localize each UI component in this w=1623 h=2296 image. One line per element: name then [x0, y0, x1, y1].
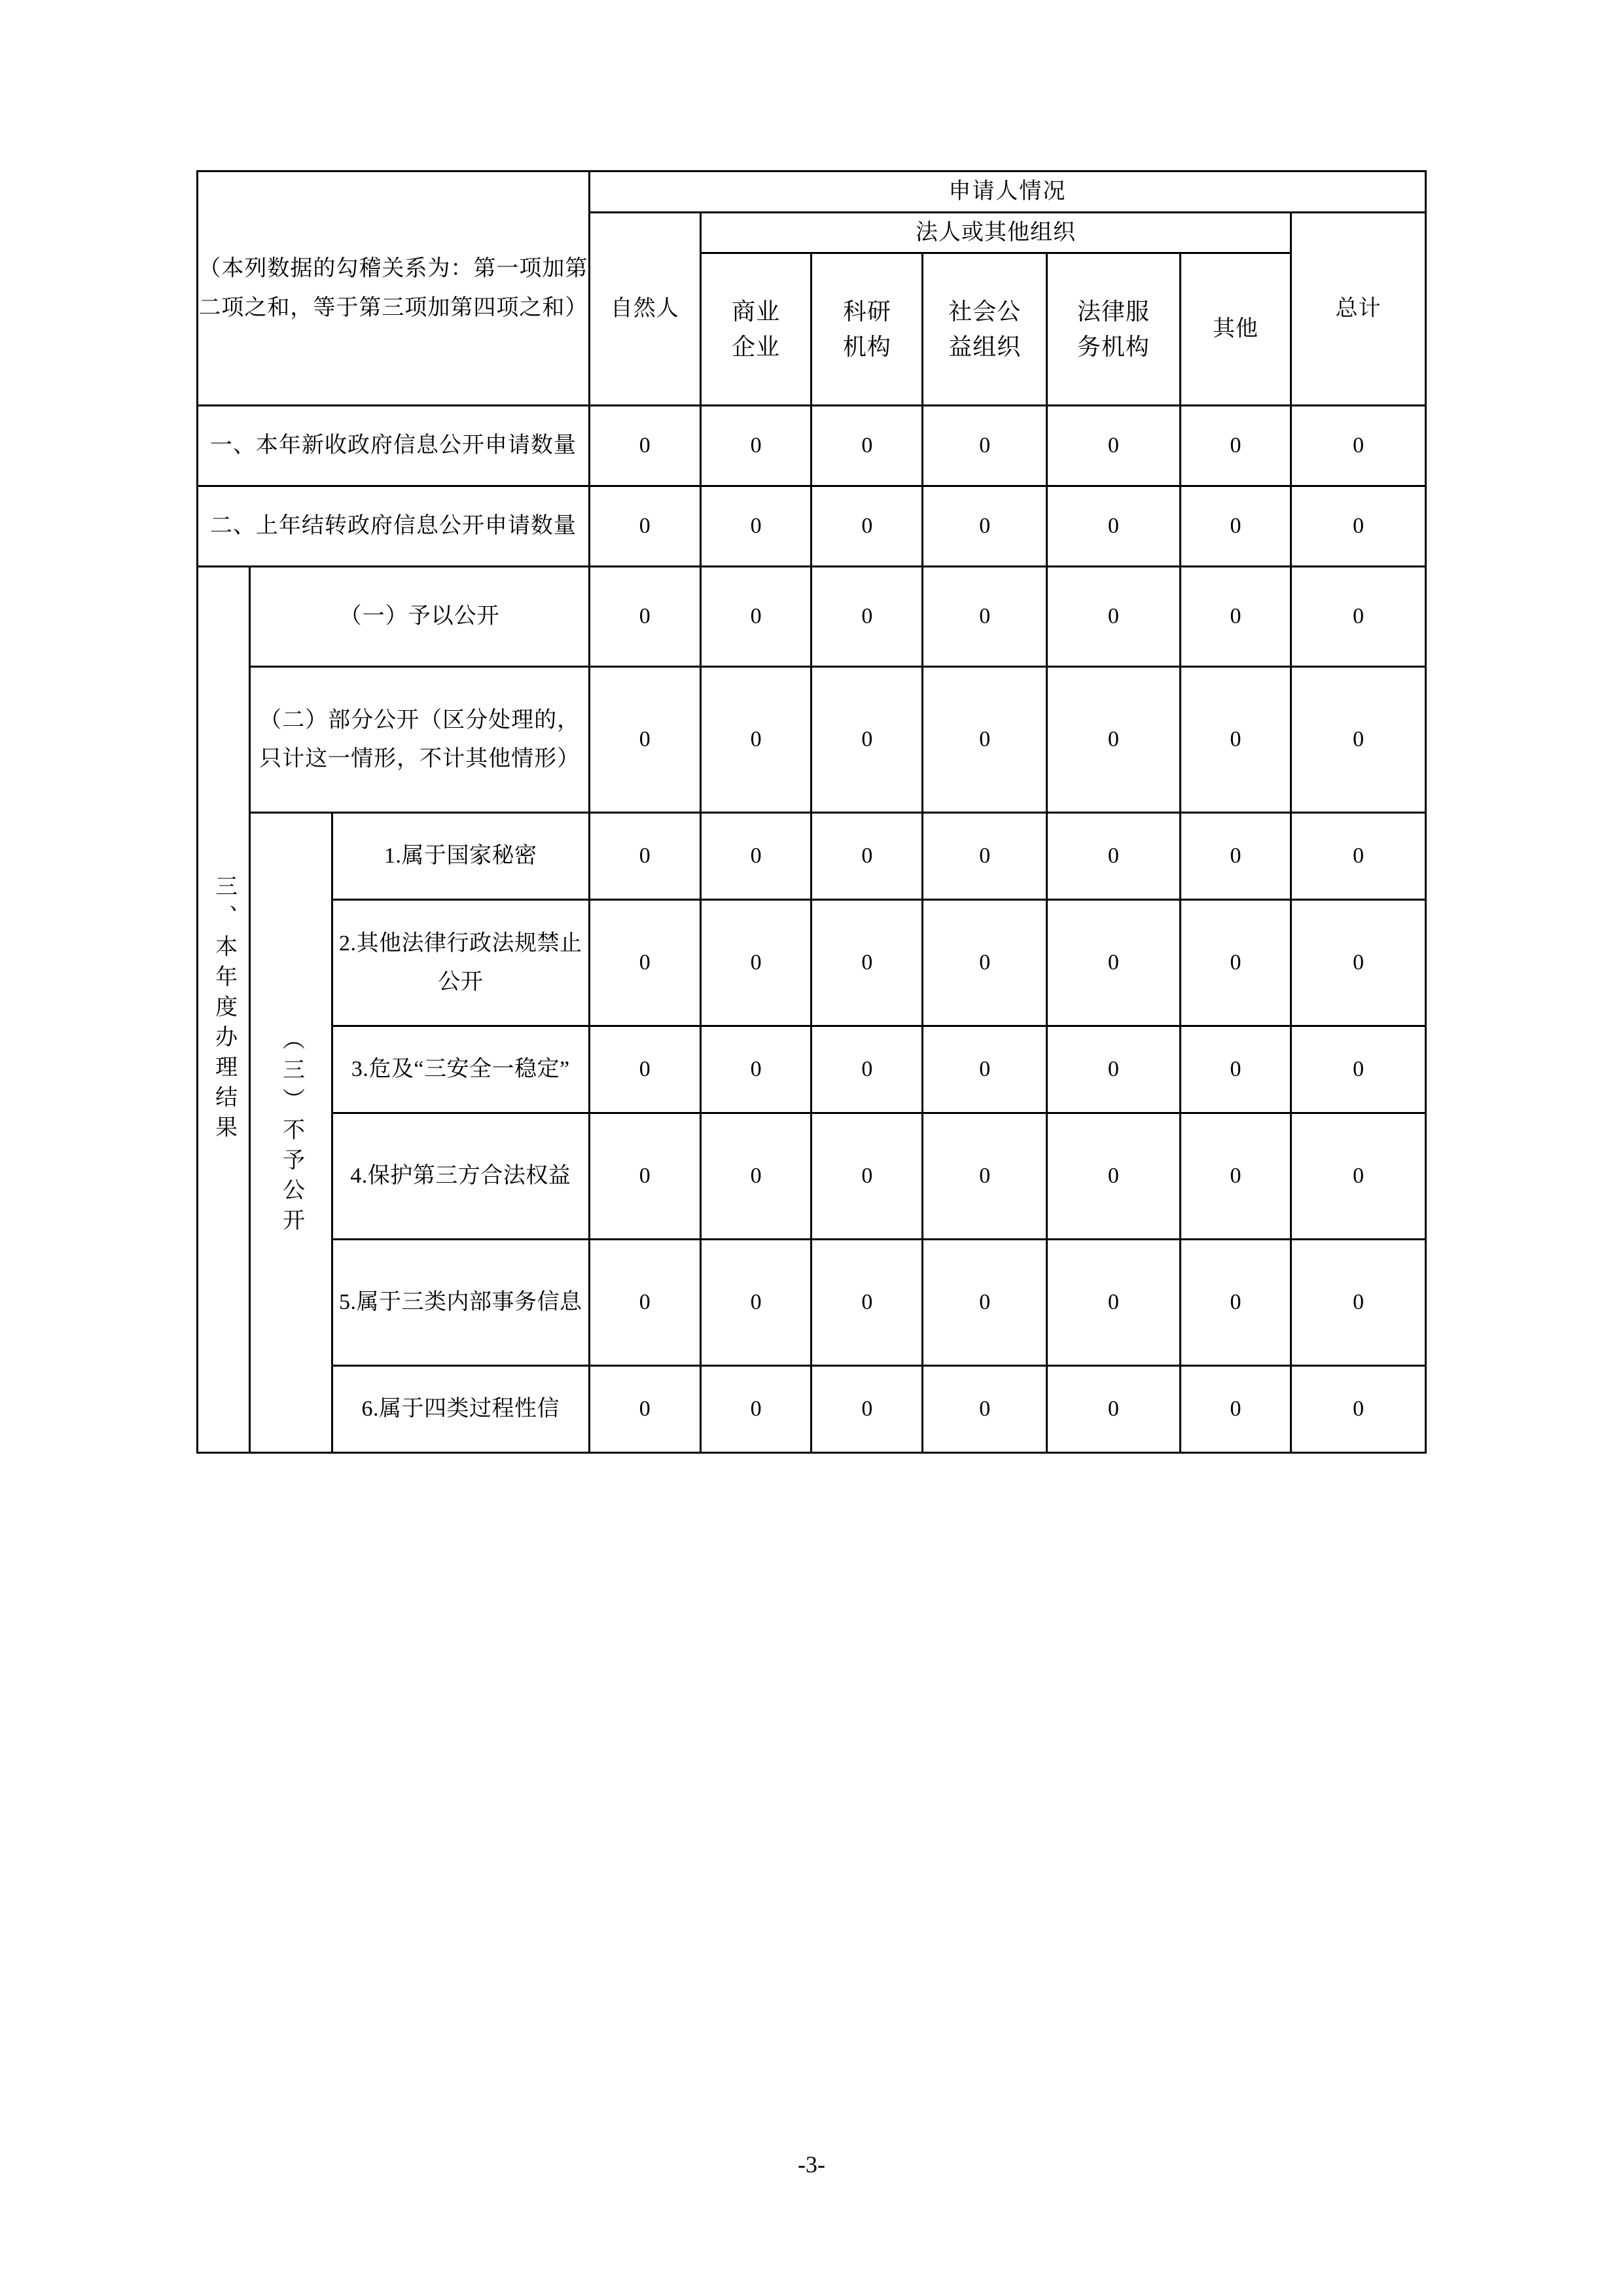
cell-value: 0 — [812, 1366, 923, 1453]
row-label-state-secret: 1.属于国家秘密 — [332, 813, 589, 900]
cell-value: 0 — [1180, 567, 1291, 667]
cell-value: 0 — [700, 667, 812, 813]
header-col-commercial-enterprise: 商业 企业 — [700, 253, 812, 406]
cell-value: 0 — [923, 486, 1047, 567]
cell-value: 0 — [1291, 900, 1426, 1026]
cell-value: 0 — [700, 900, 812, 1026]
cell-value: 0 — [1180, 486, 1291, 567]
cell-value: 0 — [812, 667, 923, 813]
table-row — [198, 406, 1426, 486]
header-col-research-institution: 科研 机构 — [812, 253, 923, 406]
cell-value: 0 — [1291, 1113, 1426, 1240]
cell-value: 0 — [700, 1026, 812, 1113]
page-number: -3- — [798, 2151, 825, 2178]
cell-value: 0 — [589, 1366, 700, 1453]
cell-value: 0 — [812, 1113, 923, 1240]
cell-value: 0 — [1180, 667, 1291, 813]
cell-value: 0 — [1047, 667, 1180, 813]
table-header-row-1 — [198, 171, 1426, 213]
cell-value: 0 — [923, 900, 1047, 1026]
cell-value: 0 — [812, 406, 923, 486]
cell-value: 0 — [923, 1366, 1047, 1453]
cell-value: 0 — [1047, 486, 1180, 567]
row-label-disclosed: （一）予以公开 — [250, 567, 589, 667]
cell-value: 0 — [1291, 1240, 1426, 1366]
cell-value: 0 — [812, 486, 923, 567]
cell-value: 0 — [700, 1366, 812, 1453]
cell-value: 0 — [812, 1240, 923, 1366]
table-row — [198, 1366, 1426, 1453]
subsection-label-not-disclosed: （三）不予公开 — [250, 813, 332, 1453]
cell-value: 0 — [1180, 1026, 1291, 1113]
cell-value: 0 — [589, 406, 700, 486]
cell-value: 0 — [812, 567, 923, 667]
section-label-annual-handling-results: 三、本年度办理结果 — [198, 567, 250, 1453]
table-row — [198, 1026, 1426, 1113]
cell-value: 0 — [1291, 486, 1426, 567]
cell-value: 0 — [589, 900, 700, 1026]
cell-value: 0 — [1180, 1240, 1291, 1366]
table-row — [198, 900, 1426, 1026]
cell-value: 0 — [589, 1026, 700, 1113]
header-applicant-group: 申请人情况 — [589, 171, 1425, 213]
row-label-other-laws-prohibit: 2.其他法律行政法规禁止公开 — [332, 900, 589, 1026]
cell-value: 0 — [812, 813, 923, 900]
header-note-text: （本列数据的勾稽关系为：第一项加第二项之和，等于第三项加第四项之和） — [198, 257, 588, 320]
row-label-three-safety-one-stability: 3.危及“三安全一稳定” — [332, 1026, 589, 1113]
row-label-new-applications: 一、本年新收政府信息公开申请数量 — [198, 406, 590, 486]
cell-value: 0 — [589, 486, 700, 567]
header-note-cell — [198, 171, 590, 406]
cell-value: 0 — [923, 1026, 1047, 1113]
cell-value: 0 — [923, 813, 1047, 900]
cell-value: 0 — [1180, 1366, 1291, 1453]
header-col-legal-service-org: 法律服 务机构 — [1047, 253, 1180, 406]
cell-value: 0 — [1291, 1366, 1426, 1453]
cell-value: 0 — [1180, 900, 1291, 1026]
cell-value: 0 — [589, 1240, 700, 1366]
cell-value: 0 — [589, 667, 700, 813]
cell-value: 0 — [812, 900, 923, 1026]
cell-value: 0 — [1047, 1366, 1180, 1453]
row-label-third-party-rights: 4.保护第三方合法权益 — [332, 1113, 589, 1240]
cell-value: 0 — [1047, 1113, 1180, 1240]
cell-value: 0 — [1047, 813, 1180, 900]
header-col-total: 总计 — [1291, 212, 1426, 406]
cell-value: 0 — [923, 1113, 1047, 1240]
header-legal-person-group: 法人或其他组织 — [700, 212, 1291, 253]
row-label-carryover-applications: 二、上年结转政府信息公开申请数量 — [198, 486, 590, 567]
cell-value: 0 — [700, 486, 812, 567]
cell-value: 0 — [812, 1026, 923, 1113]
cell-value: 0 — [1291, 1026, 1426, 1113]
cell-value: 0 — [1047, 567, 1180, 667]
cell-value: 0 — [923, 667, 1047, 813]
cell-value: 0 — [589, 567, 700, 667]
government-information-disclosure-table — [196, 170, 1427, 1454]
cell-value: 0 — [1291, 667, 1426, 813]
cell-value: 0 — [1047, 406, 1180, 486]
cell-value: 0 — [589, 1113, 700, 1240]
cell-value: 0 — [1291, 406, 1426, 486]
table-row — [198, 667, 1426, 813]
table-row — [198, 567, 1426, 667]
cell-value: 0 — [1047, 1026, 1180, 1113]
header-col-social-welfare-org: 社会公 益组织 — [923, 253, 1047, 406]
cell-value: 0 — [1180, 406, 1291, 486]
cell-value: 0 — [1291, 567, 1426, 667]
cell-value: 0 — [1047, 1240, 1180, 1366]
cell-value: 0 — [700, 813, 812, 900]
header-col-natural-person: 自然人 — [589, 212, 700, 406]
cell-value: 0 — [700, 567, 812, 667]
cell-value: 0 — [700, 1113, 812, 1240]
header-col-other: 其他 — [1180, 253, 1291, 406]
table-row — [198, 1113, 1426, 1240]
table-row — [198, 1240, 1426, 1366]
cell-value: 0 — [923, 406, 1047, 486]
cell-value: 0 — [923, 567, 1047, 667]
cell-value: 0 — [700, 406, 812, 486]
cell-value: 0 — [1291, 813, 1426, 900]
cell-value: 0 — [700, 1240, 812, 1366]
row-label-four-process-information: 6.属于四类过程性信 — [332, 1366, 589, 1453]
cell-value: 0 — [1180, 1113, 1291, 1240]
cell-value: 0 — [923, 1240, 1047, 1366]
row-label-partially-disclosed: （二）部分公开（区分处理的，只计这一情形，不计其他情形） — [250, 667, 589, 813]
cell-value: 0 — [589, 813, 700, 900]
cell-value: 0 — [1180, 813, 1291, 900]
table-row — [198, 813, 1426, 900]
cell-value: 0 — [1047, 900, 1180, 1026]
table-row — [198, 486, 1426, 567]
row-label-three-internal-affairs: 5.属于三类内部事务信息 — [332, 1240, 589, 1366]
